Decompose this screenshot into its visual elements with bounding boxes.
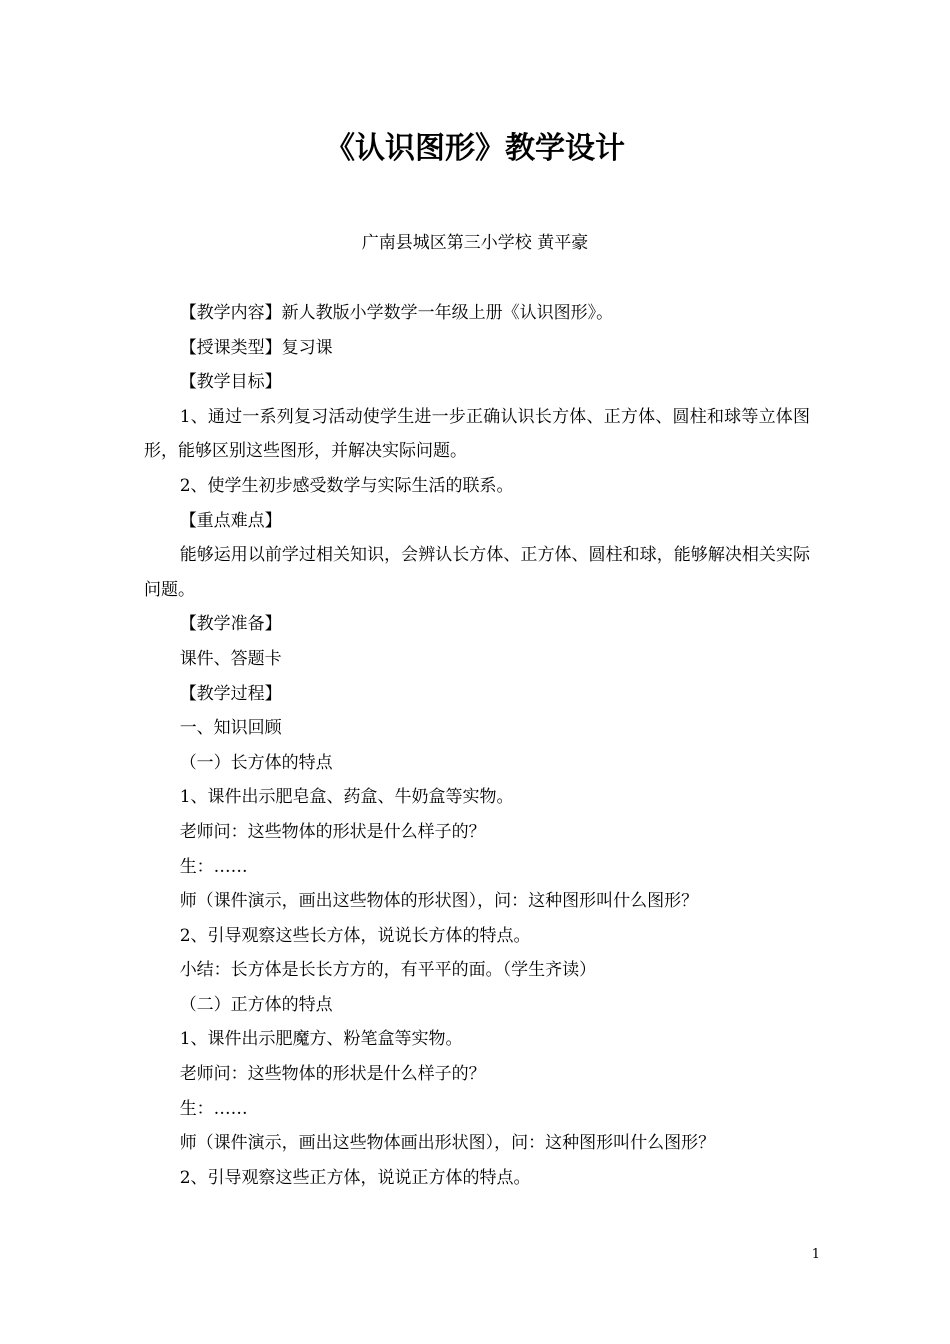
- paragraph: 1、通过一系列复习活动使学生进一步正确认识长方体、正方体、圆柱和球等立体图形，能够区别这些图形，并解决实际问题。: [144, 406, 810, 462]
- document-title: 《认识图形》教学设计: [325, 131, 625, 166]
- author-line: 广南县城区第三小学校 黄平豪: [361, 233, 589, 253]
- paragraph: 师（课件演示，画出这些物体的形状图），问：这种图形叫什么图形？: [179, 891, 699, 912]
- paragraph: 一、知识回顾: [179, 718, 282, 739]
- paragraph: 【教学准备】: [179, 614, 282, 635]
- paragraph: （二）正方体的特点: [179, 994, 333, 1015]
- paragraph: 老师问：这些物体的形状是什么样子的？: [179, 1064, 486, 1085]
- paragraph: 课件、答题卡: [179, 648, 282, 669]
- paragraph: 2、引导观察这些长方体，说说长方体的特点。: [179, 925, 531, 946]
- paragraph: 小结：长方体是长长方方的，有平平的面。（学生齐读）: [179, 960, 597, 981]
- paragraph: 【教学过程】: [179, 683, 282, 704]
- page-number: 1: [811, 1247, 820, 1262]
- document-body: [144, 296, 810, 1195]
- paragraph: 师（课件演示，画出这些物体画出形状图），问：这种图形叫什么图形？: [179, 1133, 716, 1154]
- paragraph: （一）长方体的特点: [179, 752, 333, 773]
- paragraph: 2、使学生初步感受数学与实际生活的联系。: [179, 475, 514, 496]
- paragraph: 1、课件出示肥魔方、粉笔盒等实物。: [179, 1029, 463, 1050]
- paragraph: 老师问：这些物体的形状是什么样子的？: [179, 821, 486, 842]
- paragraph: 生：……: [179, 856, 248, 877]
- paragraph: 1、课件出示肥皂盒、药盒、牛奶盒等实物。: [179, 787, 514, 808]
- paragraph: 能够运用以前学过相关知识，会辨认长方体、正方体、圆柱和球，能够解决相关实际问题。: [144, 545, 810, 600]
- paragraph: 【重点难点】: [179, 510, 282, 531]
- paragraph: 【授课类型】复习课: [179, 337, 333, 358]
- paragraph: 2、引导观察这些正方体，说说正方体的特点。: [179, 1167, 531, 1188]
- paragraph: 【教学目标】: [179, 372, 282, 393]
- paragraph: 【教学内容】新人教版小学数学一年级上册《认识图形》。: [179, 303, 614, 323]
- paragraph: 生：……: [179, 1098, 248, 1119]
